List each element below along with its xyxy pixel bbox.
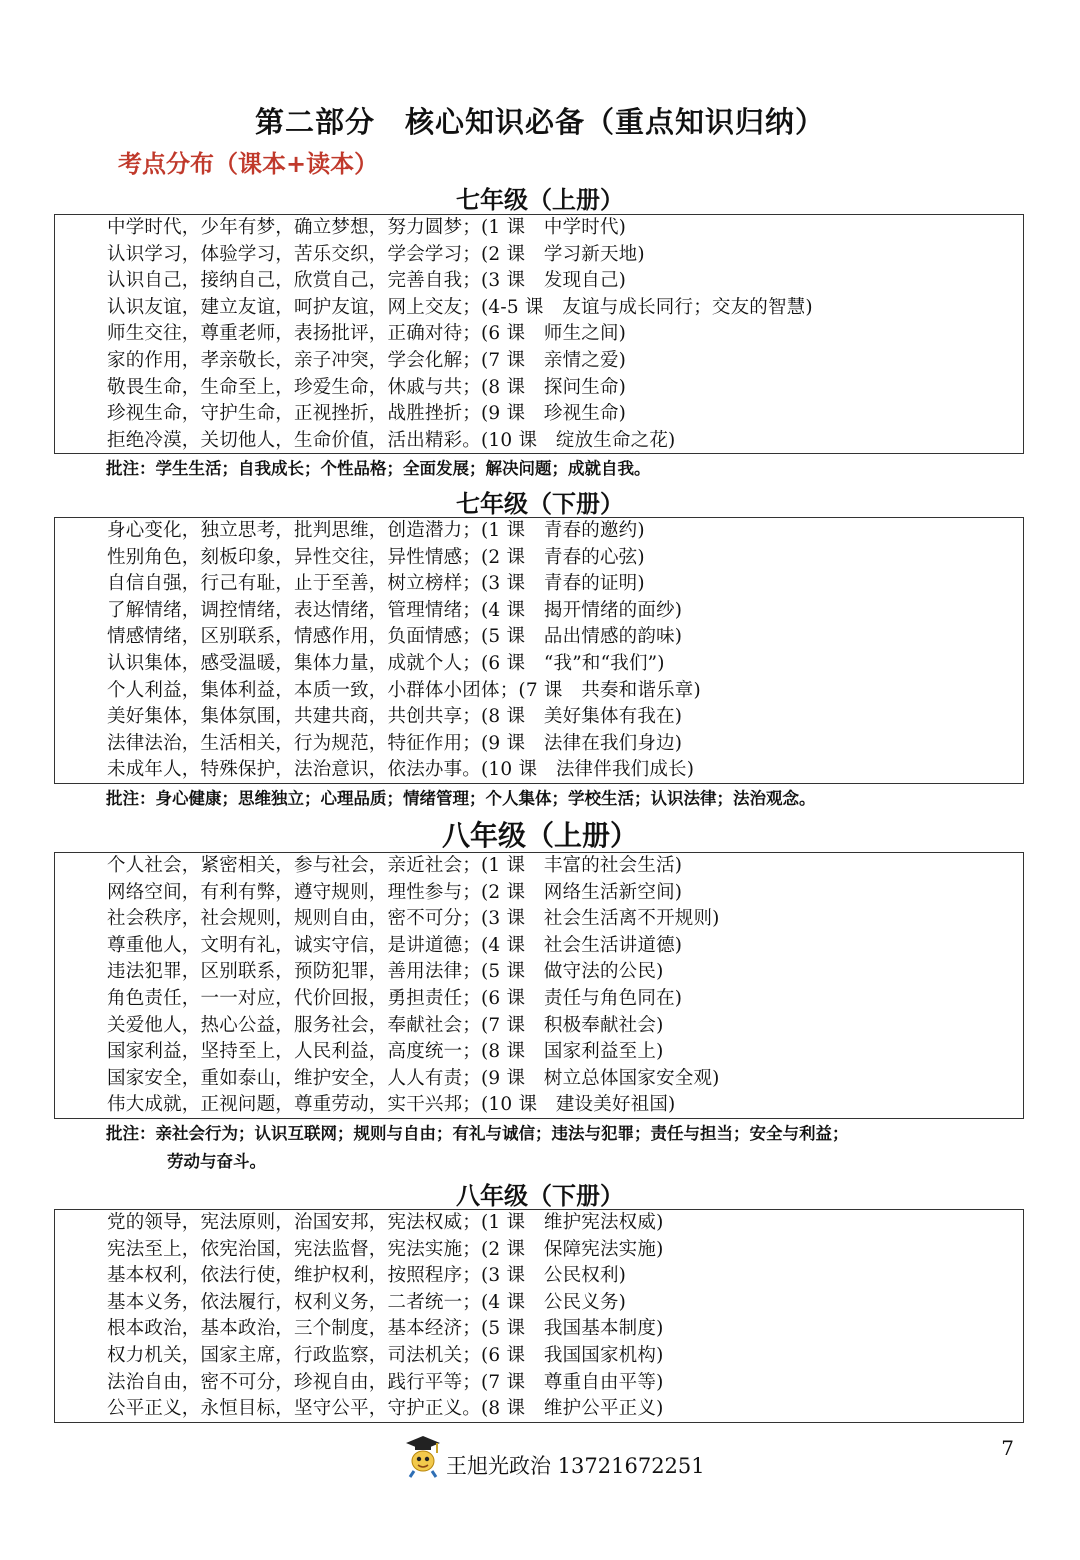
knowledge-row: 国家利益，坚持至上，人民利益，高度统一；(8 课 国家利益至上) bbox=[107, 1041, 664, 1063]
graduate-cartoon-icon bbox=[404, 1434, 442, 1482]
knowledge-row: 珍视生命，守护生命，正视挫折，战胜挫折；(9 课 珍视生命) bbox=[107, 403, 627, 425]
knowledge-row: 党的领导，宪法原则，治国安邦，宪法权威；(1 课 维护宪法权威) bbox=[107, 1212, 664, 1233]
note-line-2: 劳动与奋斗。 bbox=[167, 1152, 266, 1171]
knowledge-row: 认识学习，体验学习，苦乐交织，学会学习；(2 课 学习新天地) bbox=[107, 243, 645, 265]
knowledge-row: 角色责任，一一对应，代价回报，勇担责任；(6 课 责任与角色同在) bbox=[107, 987, 683, 1009]
section-note: 批注：身心健康；思维独立；心理品质；情绪管理；个人集体；学校生活；认识法律；法治观念。 bbox=[106, 789, 816, 808]
knowledge-box bbox=[54, 1209, 1024, 1423]
knowledge-box bbox=[54, 852, 1024, 1119]
knowledge-row: 认识集体，感受温暖，集体力量，成就个人；(6 课 “我”和“我们”) bbox=[107, 652, 665, 674]
knowledge-box bbox=[54, 517, 1024, 784]
knowledge-row: 根本政治，基本政治，三个制度，基本经济；(5 课 我国基本制度) bbox=[107, 1318, 664, 1340]
footer bbox=[404, 1436, 705, 1482]
knowledge-row: 个人利益，集体利益，本质一致，小群体小团体；(7 课 共奏和谐乐章) bbox=[107, 679, 701, 701]
knowledge-row: 家的作用，孝亲敬长，亲子冲突，学会化解；(7 课 亲情之爱) bbox=[107, 349, 627, 371]
footer-text: 王旭光政治 13721672251 bbox=[446, 1454, 705, 1478]
section-note bbox=[106, 1120, 1026, 1176]
knowledge-row: 基本权利，依法行使，维护权利，按照程序；(3 课 公民权利) bbox=[107, 1265, 627, 1287]
knowledge-row: 关爱他人，热心公益，服务社会，奉献社会；(7 课 积极奉献社会) bbox=[107, 1014, 664, 1036]
knowledge-row: 认识自己，接纳自己，欣赏自己，完善自我；(3 课 发现自己) bbox=[107, 270, 627, 292]
knowledge-row: 情感情绪，区别联系，情感作用，负面情感；(5 课 品出情感的韵味) bbox=[107, 626, 683, 648]
knowledge-row: 了解情绪，调控情绪，表达情绪，管理情绪；(4 课 揭开情绪的面纱) bbox=[107, 599, 683, 621]
knowledge-row: 自信自强，行己有耻，止于至善，树立榜样；(3 课 青春的证明) bbox=[107, 573, 645, 595]
knowledge-row: 拒绝冷漠，关切他人，生命价值，活出精彩。(10 课 绽放生命之花) bbox=[107, 429, 676, 451]
knowledge-row: 未成年人，特殊保护，法治意识，依法办事。(10 课 法律伴我们成长) bbox=[107, 759, 695, 781]
knowledge-row: 中学时代，少年有梦，确立梦想，努力圆梦；(1 课 中学时代) bbox=[107, 217, 627, 238]
knowledge-row: 个人社会，紧密相关，参与社会，亲近社会；(1 课 丰富的社会生活) bbox=[107, 855, 683, 876]
section-heading: 七年级（上册） bbox=[456, 186, 624, 214]
knowledge-row: 宪法至上，依宪治国，宪法监督，宪法实施；(2 课 保障宪法实施) bbox=[107, 1238, 664, 1260]
knowledge-row: 违法犯罪，区别联系，预防犯罪，善用法律；(5 课 做守法的公民) bbox=[107, 961, 664, 983]
knowledge-row: 网络空间，有利有弊，遵守规则，理性参与；(2 课 网络生活新空间) bbox=[107, 881, 683, 903]
section-heading: 八年级（下册） bbox=[456, 1182, 624, 1210]
knowledge-row: 国家安全，重如泰山，维护安全，人人有责；(9 课 树立总体国家安全观) bbox=[107, 1067, 720, 1089]
page-number: 7 bbox=[1001, 1436, 1014, 1460]
knowledge-row: 基本义务，依法履行，权利义务，二者统一；(4 课 公民义务) bbox=[107, 1291, 627, 1313]
knowledge-row: 身心变化，独立思考，批判思维，创造潜力；(1 课 青春的邀约) bbox=[107, 520, 645, 541]
note-line-1: 批注：亲社会行为；认识互联网；规则与自由；有礼与诚信；违法与犯罪；责任与担当；安全与利益； bbox=[106, 1124, 849, 1143]
knowledge-row: 社会秩序，社会规则，规则自由，密不可分；(3 课 社会生活离不开规则) bbox=[107, 908, 720, 930]
section-note: 批注：学生生活；自我成长；个性品格；全面发展；解决问题；成就自我。 bbox=[106, 459, 651, 478]
page-title: 第二部分 核心知识必备（重点知识归纳） bbox=[254, 105, 825, 139]
knowledge-row: 公平正义，永恒目标，坚守公平，守护正义。(8 课 维护公平正义) bbox=[107, 1398, 664, 1420]
knowledge-row: 美好集体，集体氛围，共建共商，共创共享；(8 课 美好集体有我在) bbox=[107, 706, 683, 728]
knowledge-box bbox=[54, 214, 1024, 454]
subtitle: 考点分布（课本+读本） bbox=[118, 150, 379, 178]
knowledge-row: 性别角色，刻板印象，异性交往，异性情感；(2 课 青春的心弦) bbox=[107, 546, 645, 568]
section-heading: 八年级（上册） bbox=[441, 819, 638, 852]
knowledge-row: 法律法治，生活相关，行为规范，特征作用；(9 课 法律在我们身边) bbox=[107, 732, 683, 754]
knowledge-row: 尊重他人，文明有礼，诚实守信，是讲道德；(4 课 社会生活讲道德) bbox=[107, 934, 683, 956]
knowledge-row: 伟大成就，正视问题，尊重劳动，实干兴邦；(10 课 建设美好祖国) bbox=[107, 1094, 676, 1116]
knowledge-row: 认识友谊，建立友谊，呵护友谊，网上交友；(4-5 课 友谊与成长同行；交友的智慧) bbox=[107, 296, 813, 318]
section-heading: 七年级（下册） bbox=[456, 490, 624, 518]
knowledge-row: 法治自由，密不可分，珍视自由，践行平等；(7 课 尊重自由平等) bbox=[107, 1371, 664, 1393]
knowledge-row: 敬畏生命，生命至上，珍爱生命，休戚与共；(8 课 探问生命) bbox=[107, 376, 627, 398]
knowledge-row: 师生交往，尊重老师，表扬批评，正确对待；(6 课 师生之间) bbox=[107, 323, 627, 345]
knowledge-row: 权力机关，国家主席，行政监察，司法机关；(6 课 我国国家机构) bbox=[107, 1344, 664, 1366]
